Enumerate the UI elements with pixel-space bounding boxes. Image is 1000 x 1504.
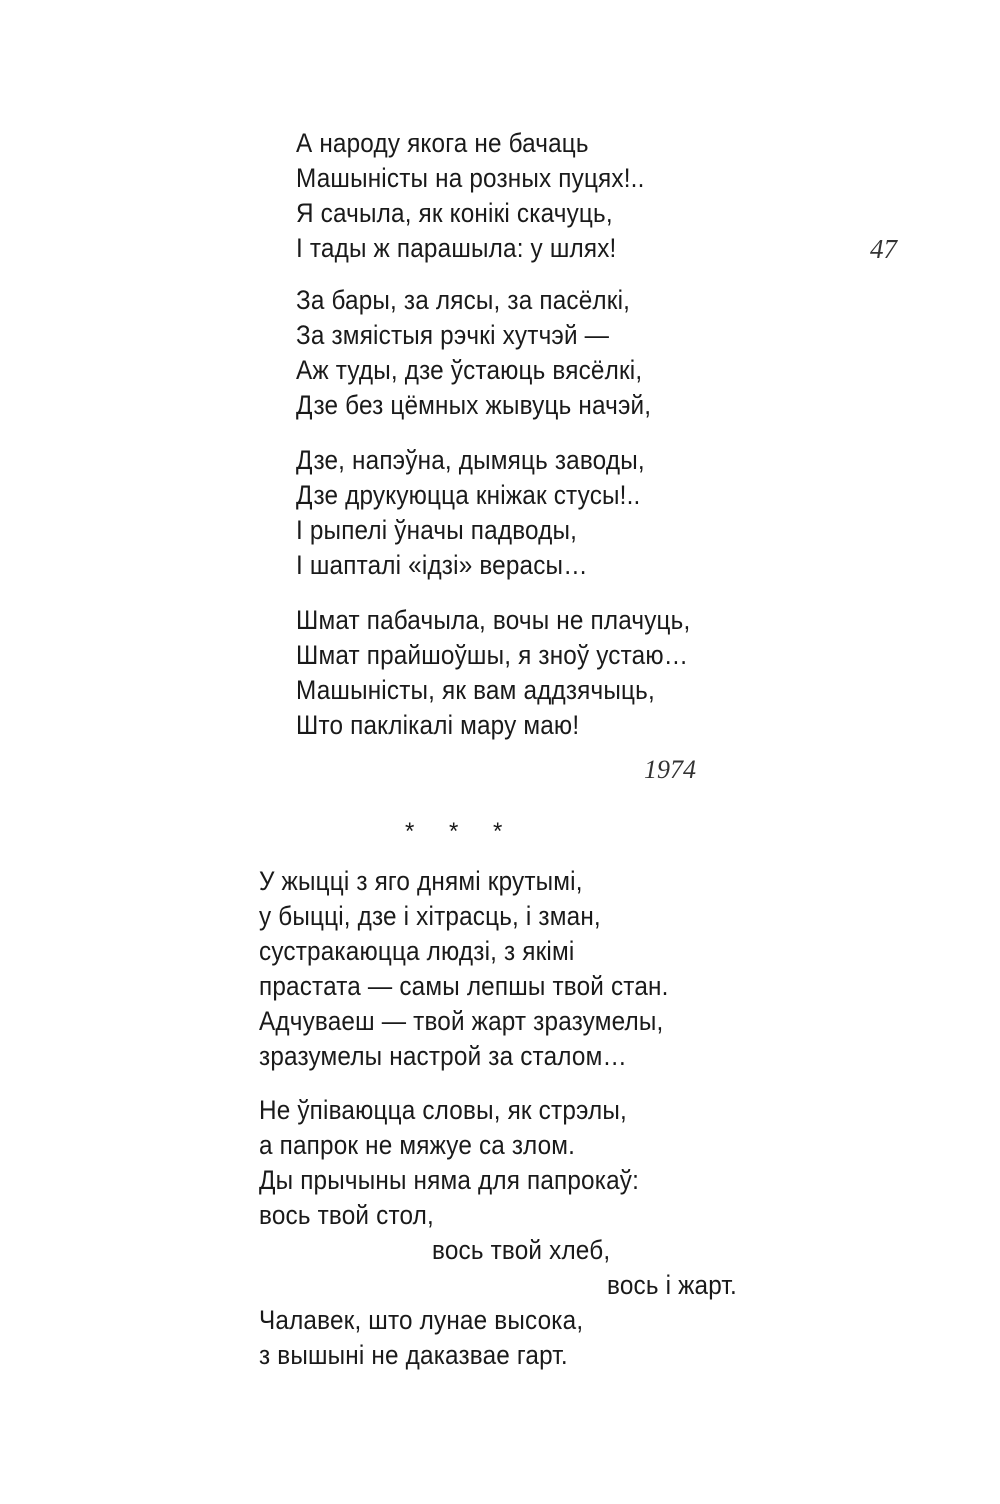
poem-line: вось твой стол,	[259, 1200, 434, 1230]
poem-line: Шмат пабачыла, вочы не плачуць,	[296, 605, 691, 635]
poem-line: сустракаюцца людзі, з якімі	[259, 936, 575, 966]
poem-line: І тады ж парашыла: у шлях!	[296, 233, 617, 263]
poem-line: Аж туды, дзе ўстаюць вясёлкі,	[296, 355, 643, 385]
poem-line: Дзе, напэўна, дымяць заводы,	[296, 445, 645, 475]
poem-line: Я сачыла, як конікі скачуць,	[296, 198, 613, 228]
poem-line: прастата — самы лепшы твой стан.	[259, 971, 669, 1001]
poem-line: А народу якога не бачаць	[296, 128, 589, 158]
poem-date: 1974	[644, 755, 696, 784]
poem-line: Дзе без цёмных жывуць начэй,	[296, 390, 652, 420]
poem-line: Што паклікалі мару маю!	[296, 710, 580, 740]
poem-line: а папрок не мяжуе са злом.	[259, 1130, 576, 1160]
poem-line: Чалавек, што лунае высока,	[259, 1305, 584, 1335]
poem-line: Адчуваеш — твой жарт зразумелы,	[259, 1006, 664, 1036]
poem-line: І рыпелі ўначы падводы,	[296, 515, 578, 545]
poem-line: зразумелы настрой за сталом…	[259, 1041, 627, 1071]
page-number: 47	[870, 234, 897, 264]
poem-line: Машыністы на розных пуцях!..	[296, 163, 645, 193]
poem-line: з вышыні не даказвае гарт.	[259, 1340, 568, 1370]
poem-line: Шмат прайшоўшы, я зноў устаю…	[296, 640, 689, 670]
poem-line: Машыністы, як вам аддзячыць,	[296, 675, 655, 705]
poem-line: Не ўпіваюцца словы, як стрэлы,	[259, 1095, 628, 1125]
poem-line: у быцці, дзе і хітрасць, і зман,	[259, 901, 601, 931]
poem-line: За змяістыя рэчкі хутчэй —	[296, 320, 610, 350]
poem-line: вось і жарт.	[607, 1270, 737, 1300]
poem-line: Дзе друкуюцца кніжак стусы!..	[296, 480, 641, 510]
poem-line: вось твой хлеб,	[432, 1235, 611, 1265]
poem-line: У жыцці з яго днямі крутымі,	[259, 866, 583, 896]
poem-line: Ды прычыны няма для папрокаў:	[259, 1165, 640, 1195]
section-separator: * * *	[405, 818, 517, 845]
poem-line: І шапталі «ідзі» верасы…	[296, 550, 588, 580]
poem-line: За бары, за лясы, за пасёлкі,	[296, 285, 631, 315]
